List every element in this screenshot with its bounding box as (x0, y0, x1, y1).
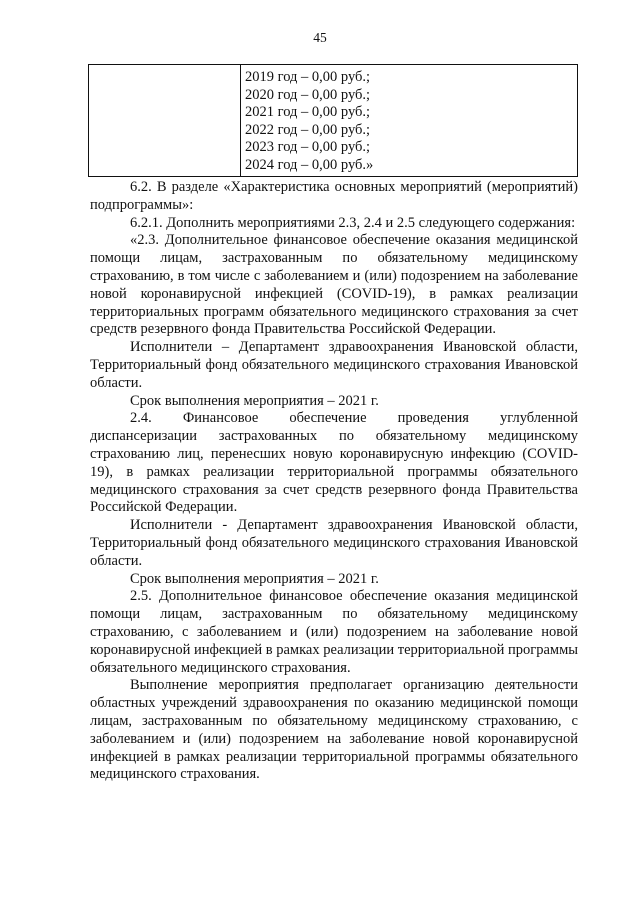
page-number: 45 (313, 30, 327, 45)
paragraph-executors-2-3: Исполнители – Департамент здравоохранения Ивановской области, Территориальный фонд обязательного медицинского страхования Ивановской области. (90, 339, 578, 391)
year-amount-2021: 2021 год – 0,00 руб.; (245, 104, 371, 120)
paragraph-deadline-2-4: Срок выполнения мероприятия – 2021 г. (130, 570, 379, 587)
paragraph-measure-2-5: 2.5. Дополнительное финансовое обеспечение оказания медицинской помощи лицам, застрахованным по обязательному медицинскому страхованию, с заболеванием и (или) подозрением на заболевание новой коронавирусной инфекцией в рамках реализации территориальной программы обязательного медицинского страхования. (90, 588, 578, 676)
paragraph-measure-2-3: «2.3. Дополнительное финансовое обеспечение оказания медицинской помощи лицам, застрахованным по обязательному медицинскому страхованию, в том числе с заболеванием и (или) подозрением на заболевание новой коронавирусной инфекцией (COVID-19), в рамках реализации территориальных программ обязательного медицинского страхования за счет средств резервного фонда Правительства Российской Федерации. (90, 232, 578, 338)
year-amount-2022: 2022 год – 0,00 руб.; (245, 121, 371, 138)
table-row (89, 65, 578, 177)
table-cell-empty (89, 65, 241, 177)
paragraph-deadline-2-3: Срок выполнения мероприятия – 2021 г. (130, 392, 379, 409)
year-amount-2024: 2024 год – 0,00 руб.» (245, 156, 374, 173)
paragraph-executors-2-4: Исполнители - Департамент здравоохранения Ивановской области, Территориальный фонд обязательного медицинского страхования Ивановской области. (90, 517, 578, 569)
paragraph-implementation-2-5: Выполнение мероприятия предполагает организацию деятельности областных учреждений здравоохранения по оказанию медицинской помощи лицам, застрахованным по обязательному медицинскому страхованию, с заболеванием и (или) подозрением на заболевание новой коронавирусной инфекцией в рамках реализации территориальной программы обязательного медицинского страхования. (90, 677, 578, 783)
year-amount-2019: 2019 год – 0,00 руб.; (245, 69, 371, 85)
paragraph-measure-2-4: 2.4. Финансовое обеспечение проведения углубленной диспансеризации застрахованных по обязательному медицинскому страхованию лиц, перенесших новую коронавирусную инфекцию (COVID-19), в рамках реализации территориальной программы обязательного медицинского страхования за счет средств резервного фонда Правительства Российской Федерации. (90, 410, 578, 516)
table-cell-year-amounts (241, 65, 578, 177)
document-body (90, 179, 578, 784)
funding-table (88, 64, 578, 177)
paragraph-section-6-2: 6.2. В разделе «Характеристика основных мероприятий (мероприятий) подпрограммы»: (90, 179, 578, 213)
paragraph-6-2-1: 6.2.1. Дополнить мероприятиями 2.3, 2.4 и 2.5 следующего содержания: (130, 214, 576, 231)
year-amount-2020: 2020 год – 0,00 руб.; (245, 86, 371, 103)
year-amount-2023: 2023 год – 0,00 руб.; (245, 139, 371, 155)
